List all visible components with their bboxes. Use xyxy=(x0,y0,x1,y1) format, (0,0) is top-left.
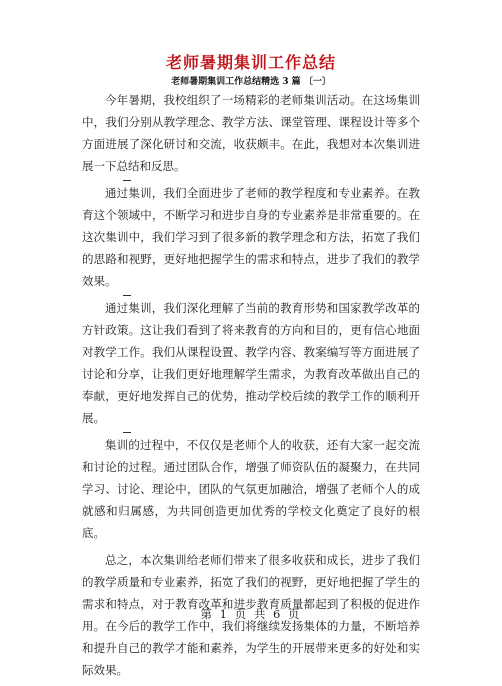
paragraph: 通过集训，我们深化理解了当前的教育形势和国家教学改革的方针政策。这让我们看到了将来教育的方向和目的，更有信心地面对教学工作。我们从课程设置、教学内容、教案编写等方面进展了讨论和分享，让我们更好地理解学生需求，为教育改革做出自己的奉献，更好地发挥自己的优势，推动学校后续的教学工作的顺利开展。 xyxy=(82,297,420,429)
paragraph: 今年暑期，我校组织了一场精彩的老师集训活动。在这场集训中，我们分别从教学理念、教学方法、课堂管理、课程设计等多个方面进展了深化研讨和交流，收获颇丰。在此，我想对本次集训进展一下总结和反思。 xyxy=(82,93,420,173)
document-body xyxy=(82,89,420,686)
document-title: 老师暑期集训工作总结 xyxy=(165,53,336,72)
document-subtitle: 老师暑期集训工作总结精选 3 篇 〔一〕 xyxy=(171,77,331,87)
paragraph: 总之，本次集训给老师们带来了很多收获和成长，进步了我们的教学质量和专业素养，拓宽了我们的视野，更好地把握了学生的需求和特点，对于教育改革和进步教育质量都起到了积极的促进作用。在今后的教学工作中，我们将继续发扬集体的力量，不断培养和提升自己的教学才能和素养，为学生的开展带来更多的好处和实际效果。 xyxy=(82,553,420,677)
page-footer: 第 1 页 共 6 页 xyxy=(200,607,302,621)
paragraph: 集训的过程中，不仅仅是老师个人的收获，还有大家一起交流和讨论的过程。通过团队合作，增强了师资队伍的凝聚力，在共同学习、讨论、理论中，团队的气氛更加融洽，增强了老师个人的成就感和归属感，为共同创造更加优秀的学校文化奠定了良好的根底。 xyxy=(82,434,420,544)
paragraph: 通过集训，我们全面进步了老师的教学程度和专业素养。在教育这个领域中，不断学习和进步自身的专业素养是非常重要的。在这次集训中，我们学习到了很多新的教学理念和方法，拓宽了我们的思路和视野，更好地把握学生的需求和特点，进步了我们的教学效果。 xyxy=(82,182,420,292)
